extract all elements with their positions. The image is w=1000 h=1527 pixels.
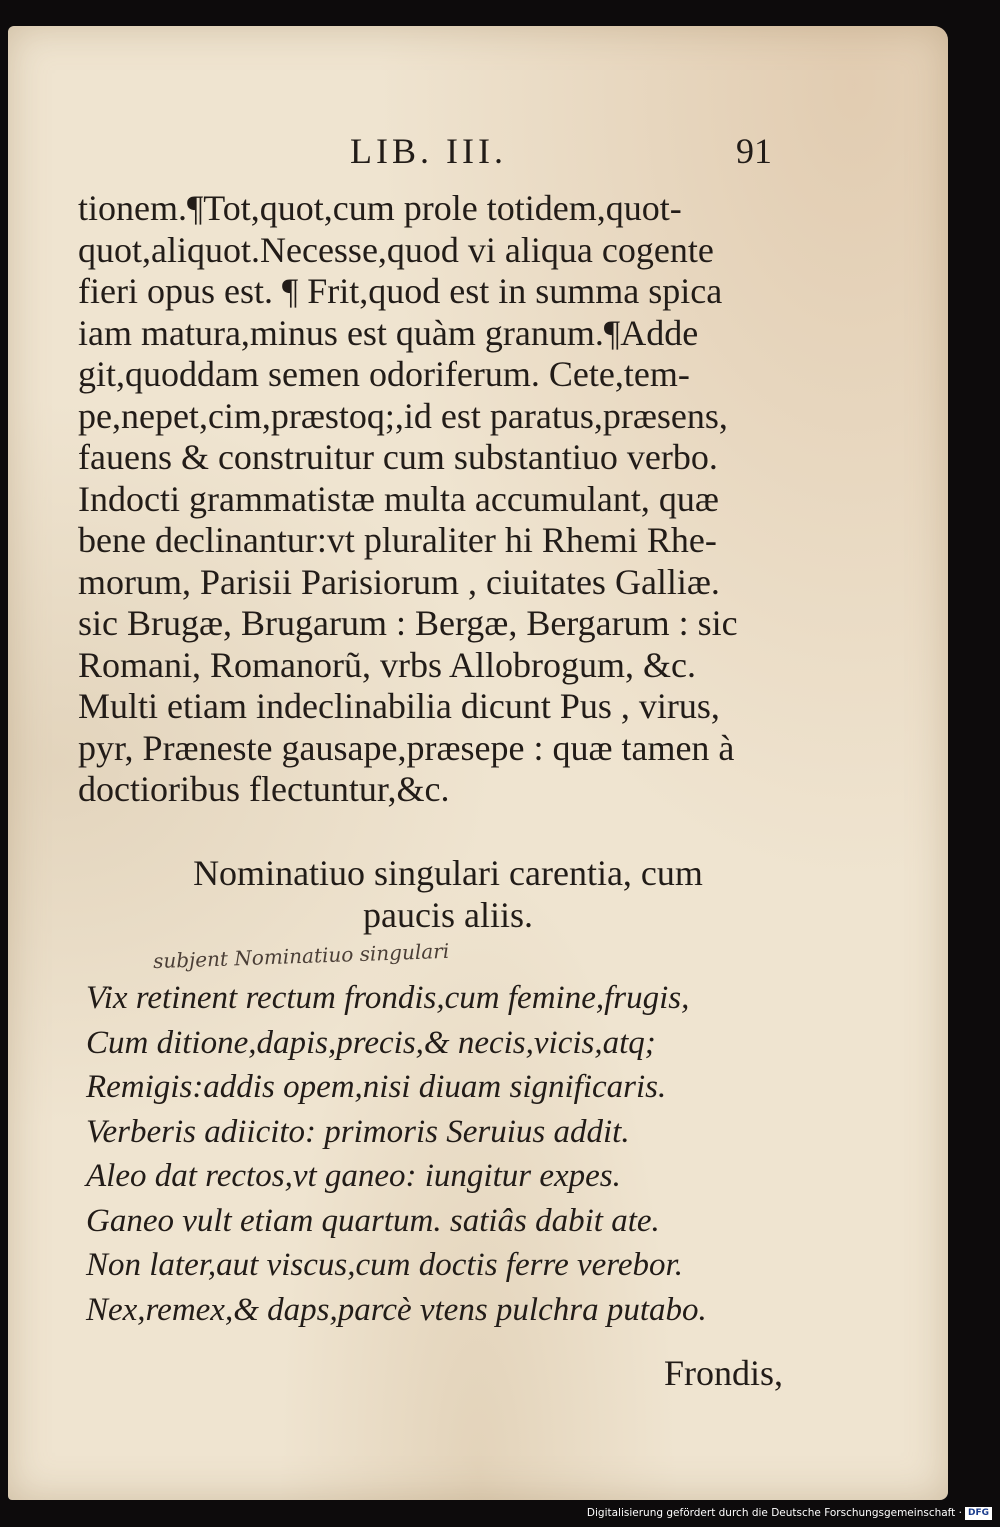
body-line: Indocti grammatistæ multa accumulant, quæ [78, 478, 719, 519]
body-line: doctioribus flectuntur,&c. [78, 769, 450, 809]
body-line: Romani, Romanorũ, vrbs Allobrogum, &c. [78, 644, 696, 685]
book-page [8, 26, 948, 1500]
body-line: quot,aliquot.Necesse,quod vi aliqua cogente [78, 229, 714, 270]
body-line: morum, Parisii Parisiorum , ciuitates Galliæ. [78, 561, 720, 602]
body-line: pe,nepet,cim,præstoq;,id est paratus,præsens, [78, 395, 728, 436]
body-line: git,quoddam semen odoriferum. Cete,tem- [78, 354, 690, 394]
section-heading-line: Nominatiuo singulari carentia, cum [193, 853, 703, 893]
handwritten-annotation: subjent Nominatiuo singulari [152, 938, 450, 974]
verse-line: Aleo dat rectos,vt ganeo: iungitur expes. [86, 1158, 621, 1194]
body-line: fieri opus est. ¶ Frit,quod est in summa spica [78, 271, 723, 311]
catchword: Frondis, [664, 1353, 784, 1393]
body-line: iam matura,minus est quàm granum.¶Adde [78, 312, 699, 353]
body-line: pyr, Præneste gausape,præsepe : quæ tamen à [78, 727, 735, 768]
body-line: fauens & construitur cum substantiuo verbo. [78, 437, 718, 477]
body-line: tionem.¶Tot,quot,cum prole totidem,quot- [78, 188, 682, 228]
verse-block [86, 976, 707, 1332]
section-heading [68, 852, 828, 936]
funding-credit-text: Digitalisierung gefördert durch die Deutsche Forschungsgemeinschaft · [586, 1507, 962, 1519]
page-number: 91 [736, 131, 772, 171]
verse-line: Ganeo vult etiam quartum. satiâs dabit ate. [86, 1202, 660, 1239]
verse-line: Verberis adiicito: primoris Seruius addit. [86, 1113, 630, 1150]
body-line: sic Brugæ, Brugarum : Bergæ, Bergarum : sic [78, 603, 738, 643]
funding-credit [587, 1506, 992, 1520]
verse-line: Vix retinent rectum frondis,cum femine,frugis, [86, 980, 690, 1016]
running-header: LIB. III. [350, 131, 507, 171]
body-line: bene declinantur:vt pluraliter hi Rhemi Rhe- [78, 520, 717, 560]
verse-line: Cum ditione,dapis,precis,& necis,vicis,atq; [86, 1024, 656, 1061]
verse-line: Nex,remex,& daps,parcè vtens pulchra putabo. [86, 1291, 707, 1328]
body-line: Multi etiam indeclinabilia dicunt Pus , virus, [78, 686, 720, 726]
verse-line: Remigis:addis opem,nisi diuam significaris. [86, 1069, 667, 1105]
verse-line: Non later,aut viscus,cum doctis ferre verebor. [86, 1247, 683, 1283]
body-text [78, 188, 738, 811]
dfg-logo-icon: DFG [965, 1507, 992, 1520]
section-heading-line: paucis aliis. [363, 895, 533, 935]
